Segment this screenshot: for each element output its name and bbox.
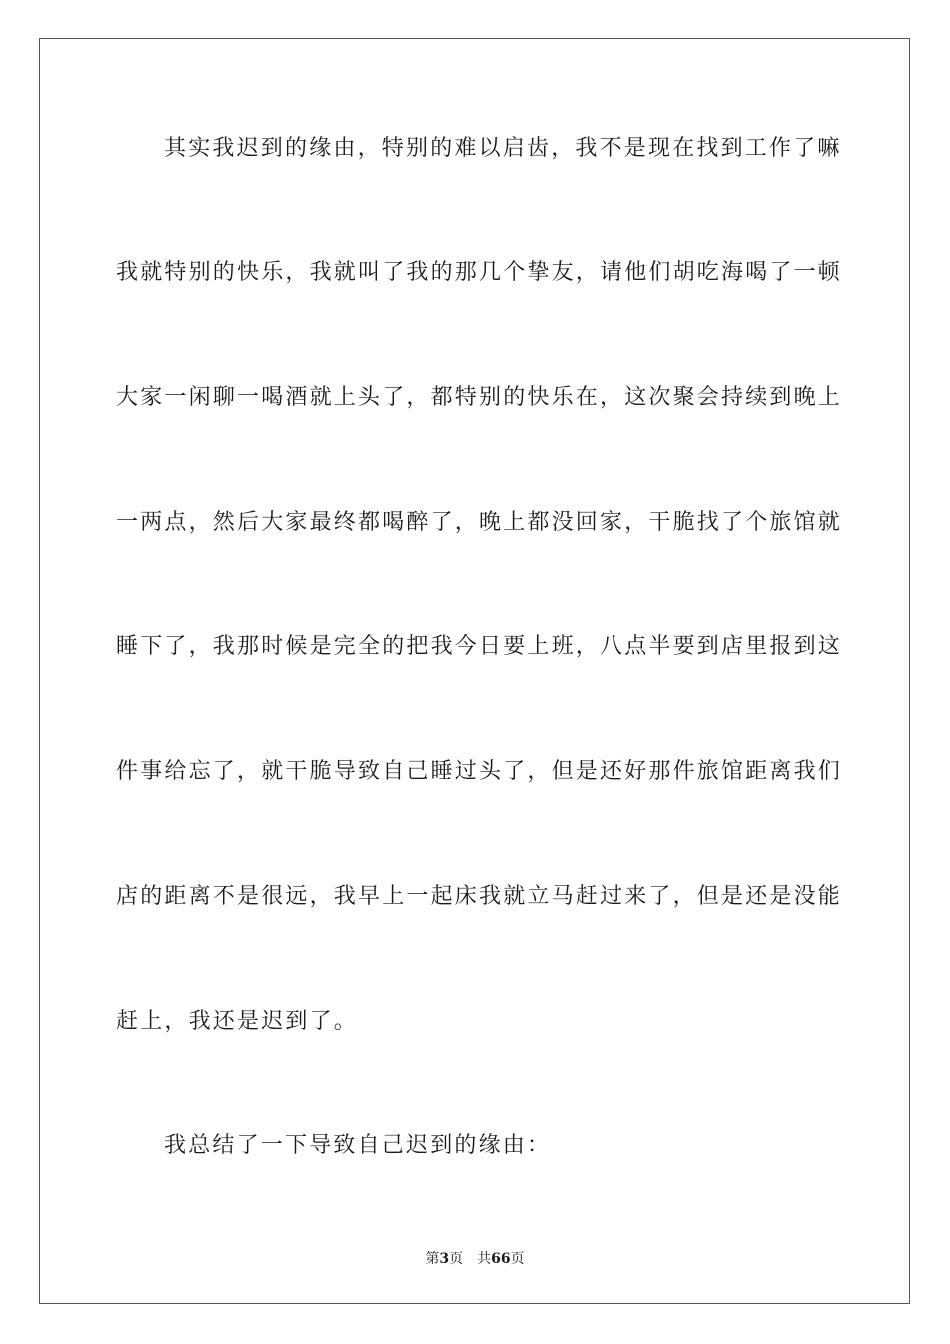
paragraph-line: 一两点，然后大家最终都喝醉了，晚上都没回家，干脆找了个旅馆就	[116, 510, 843, 535]
paragraph-line: 件事给忘了，就干脆导致自己睡过头了，但是还好那件旅馆距离我们	[116, 759, 843, 784]
paragraph-line: 其实我迟到的缘由，特别的难以启齿，我不是现在找到工作了嘛	[164, 136, 842, 161]
paragraph-line: 店的距离不是很远，我早上一起床我就立马赶过来了，但是还是没能	[116, 884, 843, 909]
paragraph-line: 我总结了一下导致自己迟到的缘由：	[164, 1133, 552, 1158]
total-suffix: 页	[510, 1251, 525, 1267]
paragraph-line: 睡下了，我那时候是完全的把我今日要上班，八点半要到店里报到这	[116, 634, 843, 659]
total-pages: 66	[491, 1251, 511, 1267]
total-prefix: 共	[477, 1251, 492, 1267]
page-border	[39, 38, 910, 1304]
paragraph-line: 我就特别的快乐，我就叫了我的那几个挚友，请他们胡吃海喝了一顿	[116, 260, 843, 285]
paragraph-line: 大家一闲聊一喝酒就上头了，都特别的快乐在，这次聚会持续到晚上	[116, 385, 843, 410]
page-suffix: 页	[449, 1251, 464, 1267]
page-prefix: 第	[425, 1251, 440, 1267]
paragraph-line: 赶上，我还是迟到了。	[116, 1009, 359, 1034]
page-number: 3	[439, 1251, 450, 1267]
page-footer	[0, 1248, 950, 1268]
